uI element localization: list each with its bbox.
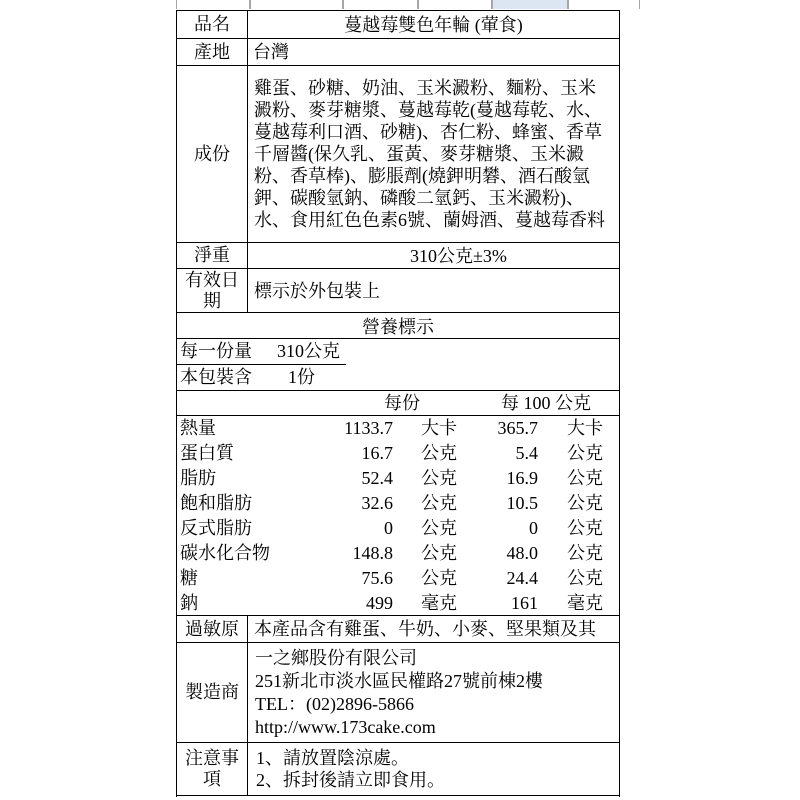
per-serving-value: 1133.7	[344, 418, 393, 438]
per-serving-unit: 公克	[421, 493, 457, 513]
per-serving-header: 每份	[384, 393, 420, 413]
product-label-table	[176, 10, 620, 797]
nutrition-row	[177, 466, 619, 491]
serving-size-value: 310公克	[277, 341, 340, 361]
notes-label-cell	[177, 743, 248, 795]
ingredients-label: 成份	[194, 143, 230, 164]
nutrition-row	[177, 516, 619, 541]
ingredients-line: 千層醬(保久乳、蛋黃、麥芽糖漿、玉米澱	[254, 144, 584, 164]
nutrition-row	[177, 541, 619, 566]
ingredients-line: 粉、香草棒)、膨脹劑(燒鉀明礬、酒石酸氫	[254, 166, 590, 186]
nutrient-name: 糖	[180, 568, 198, 588]
per-serving-unit: 公克	[421, 468, 457, 488]
per-100g-value: 161	[511, 593, 538, 613]
row-expiry	[177, 268, 619, 312]
nutrient-name: 蛋白質	[180, 443, 234, 463]
column-header-cell	[568, 0, 640, 9]
ingredients-label-cell	[177, 66, 248, 242]
net-weight-cell	[248, 243, 619, 268]
per-serving-unit: 大卡	[421, 418, 457, 438]
nutrient-name: 鈉	[180, 593, 198, 613]
nutrient-name: 飽和脂肪	[180, 493, 252, 513]
nutrition-row	[177, 441, 619, 466]
row-net-weight	[177, 242, 619, 268]
manufacturer-url: http://www.173cake.com	[255, 716, 436, 737]
per-100g-value: 5.4	[515, 443, 538, 463]
expiry-label: 有效日期	[185, 269, 239, 311]
column-header-cell	[343, 0, 418, 9]
nutrition-row	[177, 491, 619, 516]
per-100g-value: 24.4	[506, 568, 538, 588]
column-header-cell	[250, 0, 343, 9]
notes-label: 注意事項	[185, 748, 239, 789]
origin-label-cell	[177, 39, 248, 65]
per-100g-unit: 公克	[567, 518, 603, 538]
per-100g-unit: 大卡	[567, 418, 603, 438]
per-100g-value: 365.7	[497, 418, 538, 438]
expiry-cell	[248, 269, 619, 312]
expiry-value: 標示於外包裝上	[254, 280, 380, 301]
per-serving-value: 32.6	[361, 493, 393, 513]
row-nutrition-column-headers	[177, 390, 619, 415]
per-100g-unit: 公克	[567, 468, 603, 488]
per-serving-value: 52.4	[361, 468, 393, 488]
nutrient-name: 碳水化合物	[180, 543, 270, 563]
note-item: 2、拆封後請立即食用。	[256, 770, 445, 790]
notes-cell	[248, 743, 619, 795]
product-name-cell	[248, 11, 619, 38]
row-origin	[177, 38, 619, 65]
per-serving-value: 499	[366, 593, 393, 613]
per-serving-value: 148.8	[352, 543, 393, 563]
nutrient-name: 反式脂肪	[180, 518, 252, 538]
product-name-label-cell	[177, 11, 248, 38]
row-notes	[177, 742, 619, 796]
column-header-cell	[418, 0, 492, 9]
manufacturer-label: 製造商	[185, 682, 239, 702]
per-serving-unit: 公克	[421, 568, 457, 588]
row-ingredients	[177, 65, 619, 242]
origin-cell	[248, 39, 619, 65]
nutrient-name: 脂肪	[180, 468, 216, 488]
per-serving-unit: 公克	[421, 518, 457, 538]
net-weight-label-cell	[177, 243, 248, 268]
expiry-label-cell	[177, 269, 248, 312]
ingredients-line: 水、食用紅色色素6號、蘭姆酒、蔓越莓香料	[254, 210, 605, 230]
per-100g-value: 16.9	[506, 468, 538, 488]
origin-value: 台灣	[253, 42, 289, 62]
per-100g-header: 每 100 公克	[501, 393, 591, 413]
per-100g-value: 10.5	[506, 493, 538, 513]
column-header-cell	[176, 0, 250, 9]
nutrient-name: 熱量	[180, 418, 216, 438]
net-weight-value: 310公克±3%	[410, 245, 507, 266]
per-100g-value: 0	[529, 518, 538, 538]
nutrition-row	[177, 591, 619, 616]
allergen-label: 過敏原	[185, 618, 239, 639]
per-serving-value: 0	[384, 518, 393, 538]
row-allergen	[177, 615, 619, 642]
row-manufacturer	[177, 642, 619, 742]
per-serving-value: 75.6	[361, 568, 393, 588]
ingredients-line: 鉀、碳酸氫鈉、磷酸二氫鈣、玉米澱粉)、	[254, 188, 584, 208]
per-100g-unit: 公克	[567, 543, 603, 563]
nutrition-row	[177, 416, 619, 441]
nutrition-facts-block	[177, 415, 619, 615]
per-100g-unit: 公克	[567, 493, 603, 513]
per-serving-value: 16.7	[361, 443, 393, 463]
per-serving-unit: 公克	[421, 443, 457, 463]
per-100g-value: 48.0	[506, 543, 538, 563]
row-nutrition-title	[177, 312, 619, 338]
ingredients-line: 蔓越莓利口酒、砂糖)、杏仁粉、蜂蜜、香草	[254, 122, 602, 142]
row-product-name	[177, 10, 619, 38]
manufacturer-cell	[248, 643, 619, 742]
manufacturer-label-cell	[177, 643, 248, 742]
servings-per-package-value: 1份	[288, 367, 315, 387]
product-name: 蔓越莓雙色年輪 (葷食)	[344, 14, 523, 35]
origin-label: 產地	[194, 41, 230, 62]
per-100g-unit: 毫克	[567, 593, 603, 613]
serving-size-label: 每一份量	[180, 341, 252, 361]
allergen-value: 本產品含有雞蛋、牛奶、小麥、堅果類及其	[254, 619, 596, 639]
ingredients-line: 澱粉、麥芽糖漿、蔓越莓乾(蔓越莓乾、水、	[254, 100, 602, 120]
net-weight-label: 淨重	[194, 245, 230, 265]
manufacturer-address: 251新北市淡水區民權路27號前棟2樓	[255, 670, 543, 691]
per-100g-unit: 公克	[567, 568, 603, 588]
ingredients-line: 雞蛋、砂糖、奶油、玉米澱粉、麵粉、玉米	[254, 78, 596, 98]
per-100g-unit: 公克	[567, 443, 603, 463]
manufacturer-name: 一之鄉股份有限公司	[255, 647, 417, 668]
servings-per-package-label: 本包裝含	[180, 367, 252, 387]
ingredients-cell	[248, 66, 619, 242]
nutrition-row	[177, 566, 619, 591]
per-serving-unit: 毫克	[421, 593, 457, 613]
spreadsheet-column-header-strip	[176, 0, 640, 10]
manufacturer-tel: TEL：(02)2896-5866	[255, 693, 414, 714]
product-name-label: 品名	[194, 14, 230, 34]
selected-column-header-cell	[492, 0, 568, 9]
allergen-label-cell	[177, 616, 248, 642]
per-serving-unit: 公克	[421, 543, 457, 563]
row-serving-size	[177, 338, 619, 364]
row-servings-per-package	[177, 365, 619, 390]
allergen-cell	[248, 616, 619, 642]
note-item: 1、請放置陰涼處。	[256, 748, 409, 768]
nutrition-title: 營養標示	[362, 316, 434, 337]
